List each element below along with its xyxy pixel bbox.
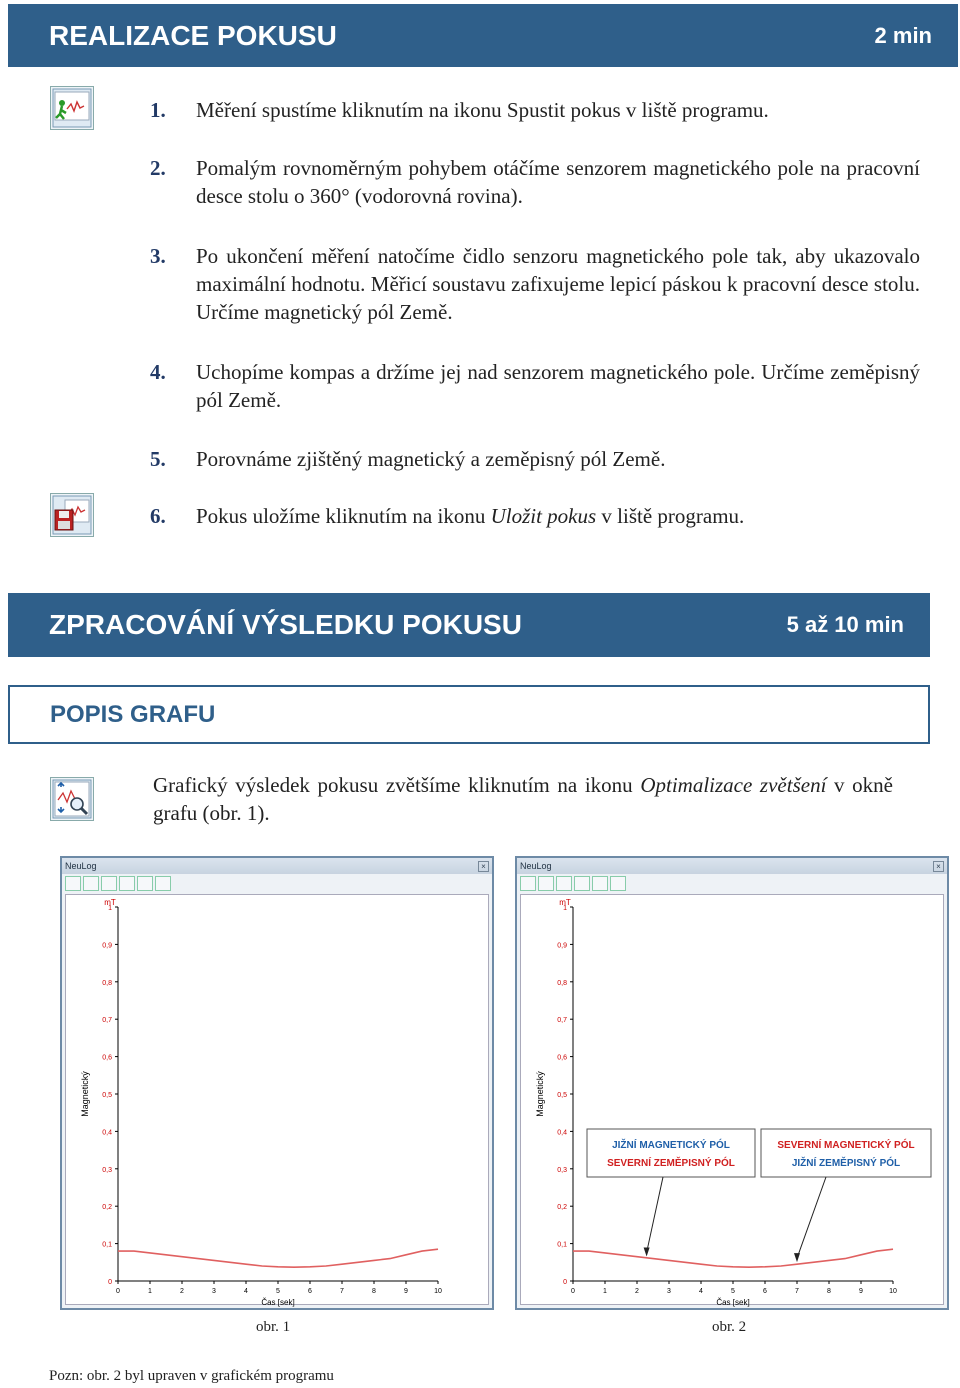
graph-toolbar <box>65 876 171 892</box>
y-tick-label: 0 <box>563 1279 567 1286</box>
graph-window-2 <box>515 856 949 1310</box>
y-tick-label: 1 <box>563 905 567 912</box>
series-line <box>573 1249 893 1267</box>
window-title: NeuLog <box>517 858 947 874</box>
close-icon[interactable]: × <box>478 861 489 872</box>
plot-area <box>65 894 489 1305</box>
graph-instructions: Grafický výsledek pokusu zvětšíme kliknutím na ikonu Optimalizace zvětšení v okně grafu (obr. 1). <box>153 773 893 825</box>
x-tick-label: 4 <box>244 1288 248 1295</box>
y-tick-label: 0,7 <box>557 1017 567 1025</box>
value-icon[interactable] <box>592 876 608 891</box>
y-tick-label: 0,9 <box>557 942 567 950</box>
arrow-head <box>794 1253 800 1262</box>
cursor-icon[interactable] <box>556 876 572 891</box>
y-tick-label: 0,4 <box>102 1129 112 1137</box>
y-tick-label: 0 <box>108 1279 112 1286</box>
x-tick-label: 1 <box>603 1288 607 1295</box>
window-title: NeuLog <box>62 858 492 874</box>
step-3: 3. Po ukončení měření natočíme čidlo senzoru magnetického pole tak, aby ukazovalo maximální hodnotu. Měřicí soustavu zafixujeme lepicí páskou k pracovní desce stolu. Určíme magnetický pól Země. <box>150 244 920 324</box>
y-axis-label: Magnetický <box>80 1071 90 1117</box>
x-tick-label: 0 <box>571 1288 575 1295</box>
x-tick-label: 5 <box>731 1288 735 1295</box>
subsection-header <box>8 685 930 744</box>
x-tick-label: 9 <box>859 1288 863 1295</box>
figure-caption-1: obr. 1 <box>256 1319 291 1335</box>
step-5: 5. Porovnáme zjištěný magnetický a zeměpisný pól Země. <box>150 447 666 471</box>
unit-label: mT <box>104 898 116 907</box>
annotation-line-1: JIŽNÍ MAGNETICKÝ PÓL <box>612 1140 730 1151</box>
graph-toolbar <box>520 876 626 892</box>
x-tick-label: 7 <box>340 1288 344 1295</box>
annotation-line-1: SEVERNÍ MAGNETICKÝ PÓL <box>777 1140 915 1151</box>
annotation-line-2: JIŽNÍ ZEMĚPISNÝ PÓL <box>791 1158 901 1169</box>
graph-icon[interactable] <box>155 876 171 891</box>
section-header-realizace <box>8 4 958 67</box>
y-tick-label: 0,7 <box>102 1017 112 1025</box>
subsection-title: POPIS GRAFU <box>50 700 216 728</box>
line-chart <box>66 895 492 1308</box>
y-tick-label: 0,2 <box>557 1204 567 1212</box>
x-tick-label: 2 <box>180 1288 184 1295</box>
x-tick-label: 10 <box>889 1288 897 1295</box>
x-tick-label: 8 <box>827 1288 831 1295</box>
x-tick-label: 3 <box>212 1288 216 1295</box>
step-4: 4. Uchopíme kompas a držíme jej nad senzorem magnetického pole. Určíme zeměpisný pól Země. <box>150 360 920 412</box>
figure-caption-2: obr. 2 <box>712 1319 747 1335</box>
x-tick-label: 5 <box>276 1288 280 1295</box>
arrow-head <box>644 1248 650 1257</box>
y-tick-label: 1 <box>108 905 112 912</box>
y-tick-label: 0,5 <box>557 1092 567 1099</box>
y-tick-label: 0,6 <box>557 1054 567 1062</box>
save-icon <box>50 493 94 537</box>
annotation-box <box>587 1129 755 1177</box>
eye-icon[interactable] <box>574 876 590 891</box>
x-tick-label: 4 <box>699 1288 703 1295</box>
zoom-in-icon[interactable] <box>83 876 99 891</box>
y-tick-label: 0,1 <box>557 1241 567 1249</box>
graph-window-1 <box>60 856 494 1310</box>
y-tick-label: 0,5 <box>102 1092 112 1099</box>
unit-label: mT <box>559 898 571 907</box>
y-tick-label: 0,2 <box>102 1204 112 1212</box>
graph-icon[interactable] <box>610 876 626 891</box>
series-line <box>118 1249 438 1267</box>
x-tick-label: 10 <box>434 1288 442 1295</box>
zoom-icon[interactable] <box>520 876 536 891</box>
y-tick-label: 0,3 <box>102 1166 112 1174</box>
x-axis-label: Čas [sek] <box>261 1298 295 1307</box>
x-tick-label: 0 <box>116 1288 120 1295</box>
annotation-arrow <box>797 1177 826 1258</box>
annotation-arrow <box>647 1177 663 1253</box>
y-tick-label: 0,1 <box>102 1241 112 1249</box>
cursor-icon[interactable] <box>101 876 117 891</box>
line-chart <box>521 895 947 1308</box>
x-tick-label: 6 <box>763 1288 767 1295</box>
x-tick-label: 8 <box>372 1288 376 1295</box>
annotation-box <box>761 1129 931 1177</box>
footnote: Pozn: obr. 2 byl upraven v grafickém programu <box>49 1368 334 1384</box>
plot-area <box>520 894 944 1305</box>
y-tick-label: 0,3 <box>557 1166 567 1174</box>
section-title: REALIZACE POKUSU <box>49 19 337 51</box>
x-axis-label: Čas [sek] <box>716 1298 750 1307</box>
step-2: 2. Pomalým rovnoměrným pohybem otáčíme senzorem magnetického pole na pracovní desce stolu o 360° (vodorovná rovina). <box>150 156 920 208</box>
section-time: 5 až 10 min <box>786 612 904 637</box>
section-time: 2 min <box>874 22 932 48</box>
y-tick-label: 0,8 <box>102 979 112 987</box>
step-6: 6. Pokus uložíme kliknutím na ikonu Uložit pokus v liště programu. <box>150 504 745 528</box>
x-tick-label: 6 <box>308 1288 312 1295</box>
y-tick-label: 0,8 <box>557 979 567 987</box>
y-axis-label: Magnetický <box>535 1071 545 1117</box>
y-tick-label: 0,4 <box>557 1129 567 1137</box>
zoom-in-icon[interactable] <box>538 876 554 891</box>
zoom-icon <box>50 777 94 821</box>
x-tick-label: 3 <box>667 1288 671 1295</box>
run-icon <box>50 86 94 130</box>
x-tick-label: 9 <box>404 1288 408 1295</box>
y-tick-label: 0,9 <box>102 942 112 950</box>
zoom-icon[interactable] <box>65 876 81 891</box>
x-tick-label: 7 <box>795 1288 799 1295</box>
y-tick-label: 0,6 <box>102 1054 112 1062</box>
x-tick-label: 2 <box>635 1288 639 1295</box>
close-icon[interactable]: × <box>933 861 944 872</box>
annotation-line-2: SEVERNÍ ZEMĚPISNÝ PÓL <box>607 1158 735 1169</box>
step-1: 1. Měření spustíme kliknutím na ikonu Spustit pokus v liště programu. <box>150 98 769 122</box>
value-icon[interactable] <box>137 876 153 891</box>
section-header-zpracovani <box>8 593 930 657</box>
eye-icon[interactable] <box>119 876 135 891</box>
x-tick-label: 1 <box>148 1288 152 1295</box>
section-title: ZPRACOVÁNÍ VÝSLEDKU POKUSU <box>49 609 522 640</box>
